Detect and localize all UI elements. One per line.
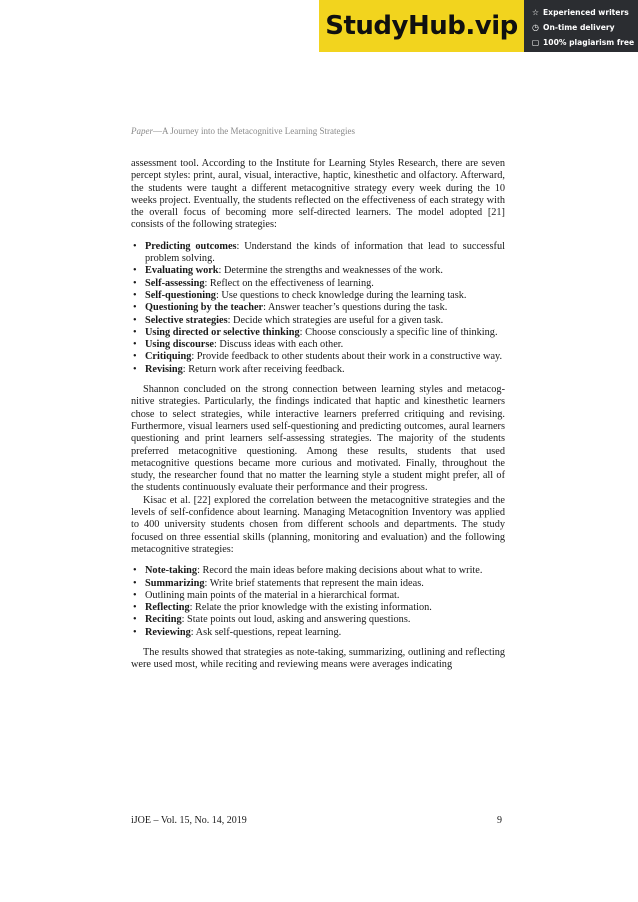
strategy-term: Reflecting [145,602,190,614]
list-item [131,590,505,602]
strategy-description: : Use questions to check knowledge during the learning task. [215,289,467,301]
perk-label: 100% plagiarism free [543,37,635,47]
header-dash: — [153,126,162,136]
journal-citation: iJOE – Vol. 15, No. 14, 2019 [131,815,247,826]
strategy-description: : Determine the strengths and weaknesses of the work. [218,265,443,277]
strategy-term: Reciting [145,614,182,626]
strategy-description: : Choose consciously a specific line of thinking. [299,326,498,338]
strategy-description: : Discuss ideas with each other. [213,339,344,351]
paper-title: A Journey into the Metacognitive Learning Strategies [162,126,355,136]
list-item [131,265,505,277]
strategy-term: Note-taking [145,565,198,577]
strategy-description: : Relate the prior knowledge with the existing information. [189,602,432,614]
paragraph: Kisac et al. [22] explored the correlation between the metacognitive strategies and the levels of self-confidence about learning. Managing Metacognition Inventory was applied to 400 university students chosen from different schools and departments. The study focused on three essential skills (planning, monitoring and evaluation) and the following metacognitive strategies: [131,494,505,555]
strategy-term: Using directed or selective thinking [145,326,300,338]
page-number: 9 [497,815,502,826]
paragraph: assessment tool. According to the Institute for Learning Styles Research, there are seven percept styles: print, aural, visual, interactive, haptic, kinesthetic and olfactory. Afterward, the students were taught a different metacognitive strategy every week during the 10 weeks project. Eventually, the students reflected on the effectiveness of each strategy with the overall focus of becoming more self-directed learners. The model adopted [21] consists of the following strategies: [131,158,505,231]
strategy-term: Self-assessing [145,277,205,289]
list-item [131,302,505,314]
star-icon: ☆ [531,7,540,17]
strategy-description: : Ask self-questions, repeat learning. [190,626,342,638]
list-item [131,351,505,363]
list-item [131,278,505,290]
strategy-description: : Understand the kinds of information that lead to successful problem solving. [145,240,505,265]
strategy-term: Revising [145,363,183,375]
strategy-term: Evaluating work [145,265,219,277]
strategy-term: Self-questioning [145,289,216,301]
list-item [131,327,505,339]
running-header [131,126,355,136]
strategy-description: Outlining main points of the material in a hierarchical format. [145,589,400,601]
strategy-description: : Decide which strategies are useful for a given task. [227,314,444,326]
list-item [131,627,505,639]
strategy-term: Critiquing [145,351,192,363]
logo-text: StudyHub.vip [325,11,518,41]
list-item [131,565,505,577]
strategy-description: : Write brief statements that represent the main ideas. [204,577,424,589]
list-item [131,241,505,266]
perk-item [531,20,636,34]
strategy-term: Selective strategies [145,314,228,326]
strategy-description: : Return work after receiving feedback. [182,363,345,375]
strategy-term: Using discourse [145,339,214,351]
strategy-term: Summarizing [145,577,205,589]
strategy-description: : Answer teacher’s questions during the task. [263,302,448,314]
strategy-term: Questioning by the teacher [145,302,264,314]
strategy-list-2 [131,565,505,639]
page-body [131,158,505,672]
list-item [131,339,505,351]
list-item [131,364,505,376]
studyhub-logo[interactable] [319,0,524,52]
perk-label: On-time delivery [543,22,615,32]
list-item [131,315,505,327]
strategy-description: : Provide feedback to other students about their work in a constructive way. [191,351,503,363]
strategy-description: : State points out loud, asking and answering questions. [181,614,411,626]
clock-icon: ◷ [532,22,539,32]
list-item [131,614,505,626]
document-icon: ▢ [531,37,540,47]
strategy-description: : Record the main ideas before making decisions about what to write. [197,565,483,577]
perk-label: Experienced writers [543,7,629,17]
strategy-term: Reviewing [145,626,191,638]
perks-list [531,5,636,50]
list-item [131,578,505,590]
paragraph: Shannon concluded on the strong connection between learning styles and metacognitive strategies. Particularly, the findings indicated that haptic and kinesthetic learners chose to select strategies, while interactive learners preferred critiquing and revising. Furthermore, visual learners used self-questioning and predicting outcomes, aural learners questioning and print learners self-assessing strategies. The majority of the students preferred metacognitive questioning. Among these results, students that used metacognitive questions became more curious and motivated. Finally, throughout the study, the researcher found that no matter the learning style a student might prefer, all of the students continuously evaluate their performance and their progress. [131,384,505,494]
perk-item [531,35,636,49]
perk-item [531,5,636,19]
paper-label: Paper [131,126,153,136]
paragraph: The results showed that strategies as note-taking, summarizing, outlining and reflecting were used most, while reciting and reviewing means were averages indicating [131,646,505,671]
strategy-term: Predicting outcomes [145,240,237,252]
list-item [131,290,505,302]
ad-banner[interactable] [319,0,638,52]
strategy-description: : Reflect on the effectiveness of learning. [204,277,374,289]
list-item [131,602,505,614]
strategy-list-1 [131,241,505,376]
